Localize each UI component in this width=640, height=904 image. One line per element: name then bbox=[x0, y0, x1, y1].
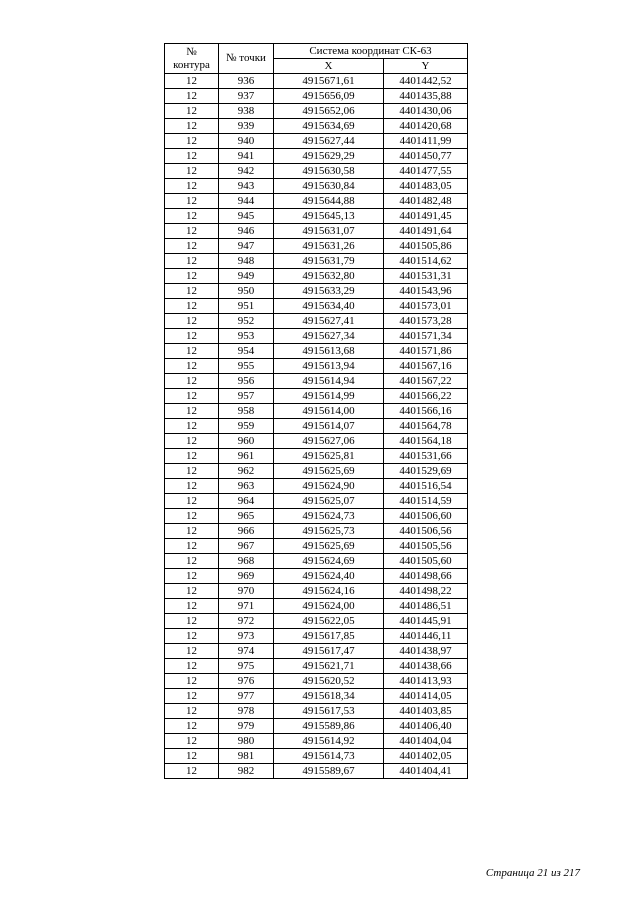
point-cell: 942 bbox=[219, 164, 274, 179]
y-cell: 4401505,86 bbox=[384, 239, 468, 254]
x-cell: 4915589,67 bbox=[274, 764, 384, 779]
y-cell: 4401514,62 bbox=[384, 254, 468, 269]
y-cell: 4401411,99 bbox=[384, 134, 468, 149]
contour-cell: 12 bbox=[165, 74, 219, 89]
point-cell: 973 bbox=[219, 629, 274, 644]
table-row bbox=[165, 419, 468, 434]
table-row bbox=[165, 674, 468, 689]
x-cell: 4915645,13 bbox=[274, 209, 384, 224]
point-cell: 947 bbox=[219, 239, 274, 254]
x-cell: 4915617,85 bbox=[274, 629, 384, 644]
point-cell: 956 bbox=[219, 374, 274, 389]
x-cell: 4915625,07 bbox=[274, 494, 384, 509]
y-header: Y bbox=[384, 59, 468, 74]
point-cell: 961 bbox=[219, 449, 274, 464]
y-cell: 4401491,64 bbox=[384, 224, 468, 239]
y-cell: 4401505,60 bbox=[384, 554, 468, 569]
contour-cell: 12 bbox=[165, 599, 219, 614]
contour-cell: 12 bbox=[165, 509, 219, 524]
contour-cell: 12 bbox=[165, 119, 219, 134]
y-cell: 4401573,28 bbox=[384, 314, 468, 329]
x-cell: 4915631,79 bbox=[274, 254, 384, 269]
contour-cell: 12 bbox=[165, 359, 219, 374]
table-row bbox=[165, 644, 468, 659]
table-row bbox=[165, 119, 468, 134]
contour-cell: 12 bbox=[165, 734, 219, 749]
point-cell: 982 bbox=[219, 764, 274, 779]
y-cell: 4401413,93 bbox=[384, 674, 468, 689]
y-cell: 4401571,86 bbox=[384, 344, 468, 359]
x-header: X bbox=[274, 59, 384, 74]
y-cell: 4401402,05 bbox=[384, 749, 468, 764]
contour-cell: 12 bbox=[165, 104, 219, 119]
coordinate-system-header: Система координат СК-63 bbox=[274, 44, 468, 59]
point-cell: 979 bbox=[219, 719, 274, 734]
table-row bbox=[165, 614, 468, 629]
x-cell: 4915614,07 bbox=[274, 419, 384, 434]
x-cell: 4915656,09 bbox=[274, 89, 384, 104]
x-cell: 4915614,73 bbox=[274, 749, 384, 764]
table-row bbox=[165, 599, 468, 614]
table-row bbox=[165, 149, 468, 164]
y-cell: 4401516,54 bbox=[384, 479, 468, 494]
point-cell: 967 bbox=[219, 539, 274, 554]
y-cell: 4401483,05 bbox=[384, 179, 468, 194]
x-cell: 4915617,47 bbox=[274, 644, 384, 659]
x-cell: 4915617,53 bbox=[274, 704, 384, 719]
x-cell: 4915634,69 bbox=[274, 119, 384, 134]
table-row bbox=[165, 449, 468, 464]
contour-cell: 12 bbox=[165, 344, 219, 359]
contour-cell: 12 bbox=[165, 434, 219, 449]
point-cell: 962 bbox=[219, 464, 274, 479]
point-cell: 958 bbox=[219, 404, 274, 419]
y-cell: 4401438,97 bbox=[384, 644, 468, 659]
table-row bbox=[165, 89, 468, 104]
y-cell: 4401567,22 bbox=[384, 374, 468, 389]
x-cell: 4915589,86 bbox=[274, 719, 384, 734]
table-row bbox=[165, 509, 468, 524]
table-row bbox=[165, 344, 468, 359]
contour-cell: 12 bbox=[165, 629, 219, 644]
table-row bbox=[165, 299, 468, 314]
contour-cell: 12 bbox=[165, 89, 219, 104]
contour-cell: 12 bbox=[165, 704, 219, 719]
point-cell: 957 bbox=[219, 389, 274, 404]
table-row bbox=[165, 569, 468, 584]
contour-cell: 12 bbox=[165, 659, 219, 674]
point-cell: 939 bbox=[219, 119, 274, 134]
point-cell: 955 bbox=[219, 359, 274, 374]
x-cell: 4915625,69 bbox=[274, 464, 384, 479]
y-cell: 4401529,69 bbox=[384, 464, 468, 479]
point-cell: 971 bbox=[219, 599, 274, 614]
contour-cell: 12 bbox=[165, 719, 219, 734]
contour-cell: 12 bbox=[165, 569, 219, 584]
contour-cell: 12 bbox=[165, 614, 219, 629]
table-row bbox=[165, 749, 468, 764]
y-cell: 4401430,06 bbox=[384, 104, 468, 119]
y-cell: 4401450,77 bbox=[384, 149, 468, 164]
contour-cell: 12 bbox=[165, 314, 219, 329]
x-cell: 4915620,52 bbox=[274, 674, 384, 689]
table-row bbox=[165, 329, 468, 344]
x-cell: 4915624,00 bbox=[274, 599, 384, 614]
y-cell: 4401491,45 bbox=[384, 209, 468, 224]
y-cell: 4401566,16 bbox=[384, 404, 468, 419]
table-row bbox=[165, 629, 468, 644]
x-cell: 4915625,73 bbox=[274, 524, 384, 539]
y-cell: 4401505,56 bbox=[384, 539, 468, 554]
y-cell: 4401567,16 bbox=[384, 359, 468, 374]
point-cell: 965 bbox=[219, 509, 274, 524]
x-cell: 4915624,40 bbox=[274, 569, 384, 584]
table-row bbox=[165, 659, 468, 674]
contour-cell: 12 bbox=[165, 134, 219, 149]
contour-cell: 12 bbox=[165, 389, 219, 404]
y-cell: 4401543,96 bbox=[384, 284, 468, 299]
table-row bbox=[165, 254, 468, 269]
point-cell: 940 bbox=[219, 134, 274, 149]
contour-cell: 12 bbox=[165, 749, 219, 764]
point-cell: 945 bbox=[219, 209, 274, 224]
y-cell: 4401486,51 bbox=[384, 599, 468, 614]
contour-cell: 12 bbox=[165, 674, 219, 689]
x-cell: 4915624,69 bbox=[274, 554, 384, 569]
x-cell: 4915629,29 bbox=[274, 149, 384, 164]
y-cell: 4401566,22 bbox=[384, 389, 468, 404]
contour-cell: 12 bbox=[165, 194, 219, 209]
table-row bbox=[165, 314, 468, 329]
contour-cell: 12 bbox=[165, 494, 219, 509]
contour-cell: 12 bbox=[165, 209, 219, 224]
y-cell: 4401482,48 bbox=[384, 194, 468, 209]
y-cell: 4401446,11 bbox=[384, 629, 468, 644]
point-cell: 951 bbox=[219, 299, 274, 314]
contour-cell: 12 bbox=[165, 374, 219, 389]
y-cell: 4401404,41 bbox=[384, 764, 468, 779]
x-cell: 4915630,84 bbox=[274, 179, 384, 194]
contour-cell: 12 bbox=[165, 329, 219, 344]
point-cell: 960 bbox=[219, 434, 274, 449]
point-cell: 974 bbox=[219, 644, 274, 659]
table-row bbox=[165, 524, 468, 539]
x-cell: 4915624,16 bbox=[274, 584, 384, 599]
table-row bbox=[165, 689, 468, 704]
table-row bbox=[165, 584, 468, 599]
point-cell: 948 bbox=[219, 254, 274, 269]
x-cell: 4915614,92 bbox=[274, 734, 384, 749]
table-row bbox=[165, 164, 468, 179]
y-cell: 4401406,40 bbox=[384, 719, 468, 734]
point-number-header: № точки bbox=[219, 44, 274, 74]
x-cell: 4915613,94 bbox=[274, 359, 384, 374]
x-cell: 4915671,61 bbox=[274, 74, 384, 89]
y-cell: 4401438,66 bbox=[384, 659, 468, 674]
x-cell: 4915622,05 bbox=[274, 614, 384, 629]
x-cell: 4915624,73 bbox=[274, 509, 384, 524]
contour-cell: 12 bbox=[165, 239, 219, 254]
y-cell: 4401445,91 bbox=[384, 614, 468, 629]
point-cell: 968 bbox=[219, 554, 274, 569]
point-cell: 938 bbox=[219, 104, 274, 119]
x-cell: 4915630,58 bbox=[274, 164, 384, 179]
point-cell: 980 bbox=[219, 734, 274, 749]
y-cell: 4401442,52 bbox=[384, 74, 468, 89]
contour-cell: 12 bbox=[165, 524, 219, 539]
point-cell: 944 bbox=[219, 194, 274, 209]
contour-header-line2: контура bbox=[173, 58, 210, 71]
y-cell: 4401564,78 bbox=[384, 419, 468, 434]
table-row bbox=[165, 764, 468, 779]
point-cell: 981 bbox=[219, 749, 274, 764]
point-cell: 959 bbox=[219, 419, 274, 434]
x-cell: 4915634,40 bbox=[274, 299, 384, 314]
point-cell: 954 bbox=[219, 344, 274, 359]
point-cell: 969 bbox=[219, 569, 274, 584]
point-cell: 977 bbox=[219, 689, 274, 704]
x-cell: 4915627,41 bbox=[274, 314, 384, 329]
table-row bbox=[165, 404, 468, 419]
x-cell: 4915627,34 bbox=[274, 329, 384, 344]
contour-number-header bbox=[165, 44, 219, 74]
y-cell: 4401414,05 bbox=[384, 689, 468, 704]
point-cell: 946 bbox=[219, 224, 274, 239]
y-cell: 4401435,88 bbox=[384, 89, 468, 104]
y-cell: 4401573,01 bbox=[384, 299, 468, 314]
contour-cell: 12 bbox=[165, 539, 219, 554]
table-row bbox=[165, 719, 468, 734]
contour-cell: 12 bbox=[165, 449, 219, 464]
x-cell: 4915614,94 bbox=[274, 374, 384, 389]
x-cell: 4915627,44 bbox=[274, 134, 384, 149]
point-cell: 975 bbox=[219, 659, 274, 674]
x-cell: 4915633,29 bbox=[274, 284, 384, 299]
y-cell: 4401506,56 bbox=[384, 524, 468, 539]
coordinates-table bbox=[164, 43, 468, 779]
y-cell: 4401420,68 bbox=[384, 119, 468, 134]
table-row bbox=[165, 464, 468, 479]
contour-cell: 12 bbox=[165, 269, 219, 284]
table-row bbox=[165, 734, 468, 749]
y-cell: 4401571,34 bbox=[384, 329, 468, 344]
table-row bbox=[165, 269, 468, 284]
contour-cell: 12 bbox=[165, 179, 219, 194]
x-cell: 4915644,88 bbox=[274, 194, 384, 209]
x-cell: 4915652,06 bbox=[274, 104, 384, 119]
table-row bbox=[165, 194, 468, 209]
contour-cell: 12 bbox=[165, 284, 219, 299]
table-row bbox=[165, 284, 468, 299]
point-cell: 964 bbox=[219, 494, 274, 509]
x-cell: 4915624,90 bbox=[274, 479, 384, 494]
point-cell: 963 bbox=[219, 479, 274, 494]
contour-cell: 12 bbox=[165, 164, 219, 179]
x-cell: 4915625,69 bbox=[274, 539, 384, 554]
table-row bbox=[165, 179, 468, 194]
contour-header-line1: № bbox=[186, 45, 197, 58]
contour-cell: 12 bbox=[165, 479, 219, 494]
table-row bbox=[165, 494, 468, 509]
contour-cell: 12 bbox=[165, 419, 219, 434]
page-number: Страница 21 из 217 bbox=[485, 867, 580, 879]
y-cell: 4401477,55 bbox=[384, 164, 468, 179]
y-cell: 4401403,85 bbox=[384, 704, 468, 719]
y-cell: 4401514,59 bbox=[384, 494, 468, 509]
contour-cell: 12 bbox=[165, 554, 219, 569]
table-row bbox=[165, 374, 468, 389]
table-row bbox=[165, 74, 468, 89]
table-row bbox=[165, 704, 468, 719]
table-row bbox=[165, 389, 468, 404]
x-cell: 4915627,06 bbox=[274, 434, 384, 449]
table-row bbox=[165, 359, 468, 374]
table-row bbox=[165, 224, 468, 239]
x-cell: 4915618,34 bbox=[274, 689, 384, 704]
x-cell: 4915613,68 bbox=[274, 344, 384, 359]
y-cell: 4401498,22 bbox=[384, 584, 468, 599]
y-cell: 4401404,04 bbox=[384, 734, 468, 749]
x-cell: 4915625,81 bbox=[274, 449, 384, 464]
point-cell: 953 bbox=[219, 329, 274, 344]
table-body bbox=[165, 74, 468, 779]
point-cell: 970 bbox=[219, 584, 274, 599]
y-cell: 4401498,66 bbox=[384, 569, 468, 584]
contour-cell: 12 bbox=[165, 644, 219, 659]
contour-cell: 12 bbox=[165, 224, 219, 239]
point-cell: 976 bbox=[219, 674, 274, 689]
table-row bbox=[165, 554, 468, 569]
y-cell: 4401531,31 bbox=[384, 269, 468, 284]
contour-cell: 12 bbox=[165, 299, 219, 314]
point-cell: 941 bbox=[219, 149, 274, 164]
y-cell: 4401531,66 bbox=[384, 449, 468, 464]
contour-cell: 12 bbox=[165, 149, 219, 164]
contour-cell: 12 bbox=[165, 584, 219, 599]
x-cell: 4915614,99 bbox=[274, 389, 384, 404]
point-cell: 966 bbox=[219, 524, 274, 539]
point-cell: 949 bbox=[219, 269, 274, 284]
contour-cell: 12 bbox=[165, 764, 219, 779]
table-row bbox=[165, 104, 468, 119]
point-cell: 952 bbox=[219, 314, 274, 329]
table-row bbox=[165, 239, 468, 254]
point-cell: 936 bbox=[219, 74, 274, 89]
x-cell: 4915621,71 bbox=[274, 659, 384, 674]
x-cell: 4915614,00 bbox=[274, 404, 384, 419]
contour-cell: 12 bbox=[165, 689, 219, 704]
point-cell: 943 bbox=[219, 179, 274, 194]
table-row bbox=[165, 134, 468, 149]
x-cell: 4915631,07 bbox=[274, 224, 384, 239]
contour-cell: 12 bbox=[165, 404, 219, 419]
table-row bbox=[165, 209, 468, 224]
y-cell: 4401506,60 bbox=[384, 509, 468, 524]
point-cell: 937 bbox=[219, 89, 274, 104]
table-row bbox=[165, 434, 468, 449]
x-cell: 4915631,26 bbox=[274, 239, 384, 254]
x-cell: 4915632,80 bbox=[274, 269, 384, 284]
contour-cell: 12 bbox=[165, 464, 219, 479]
y-cell: 4401564,18 bbox=[384, 434, 468, 449]
point-cell: 978 bbox=[219, 704, 274, 719]
table-row bbox=[165, 479, 468, 494]
point-cell: 972 bbox=[219, 614, 274, 629]
table-row bbox=[165, 539, 468, 554]
contour-cell: 12 bbox=[165, 254, 219, 269]
point-cell: 950 bbox=[219, 284, 274, 299]
